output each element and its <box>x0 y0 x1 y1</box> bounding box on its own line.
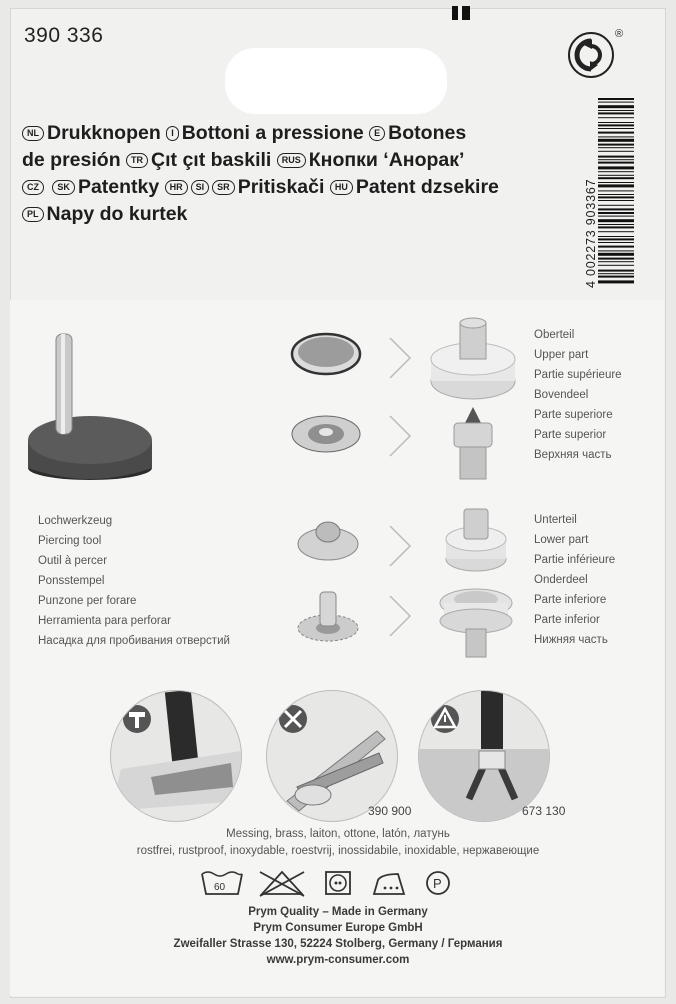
registration-mark <box>452 6 470 20</box>
piercing-tool-illustration <box>28 330 158 490</box>
barcode-bar <box>598 205 634 206</box>
language-code: SK <box>52 180 75 195</box>
lower-part-labels <box>534 510 615 650</box>
language-code: PL <box>22 207 44 222</box>
snap-socket-illustration <box>290 412 364 456</box>
language-code: I <box>166 126 179 141</box>
barcode-bar <box>598 258 634 260</box>
article-number: 390 336 <box>24 24 104 47</box>
title-text: Кнопки ‘Анорак’ <box>308 149 465 171</box>
no-bleach-icon <box>260 872 304 896</box>
barcode-bar <box>598 136 634 137</box>
barcode-bar <box>598 200 634 201</box>
product-title-block <box>22 120 582 228</box>
title-text: Çıt çıt baskili <box>151 149 272 171</box>
tool-label: Outil à percer <box>38 555 108 567</box>
language-code: NL <box>22 126 44 141</box>
barcode-bar <box>598 122 634 123</box>
upper-part-label: Partie supérieure <box>534 369 622 381</box>
barcode-bar <box>598 139 634 142</box>
piercing-tool-labels <box>38 511 230 651</box>
language-code: SR <box>212 180 235 195</box>
snap-stud-illustration <box>296 518 360 562</box>
barcode-bar <box>598 156 634 158</box>
lower-part-label: Unterteil <box>534 514 577 526</box>
tool-label: Ponsstempel <box>38 575 105 587</box>
barcode-bar <box>598 270 634 272</box>
barcode-bar <box>598 224 634 225</box>
lower-part-label: Onderdeel <box>534 574 588 586</box>
arrow-icons <box>386 518 416 648</box>
language-code: TR <box>126 153 148 168</box>
title-text: Botones <box>388 122 467 144</box>
arrow-icons <box>386 330 416 460</box>
barcode-bar <box>598 261 634 262</box>
barcode-bar <box>598 250 634 251</box>
tool-label: Lochwerkzeug <box>38 515 113 527</box>
title-text: de presión <box>22 149 121 171</box>
language-code: RUS <box>277 153 306 168</box>
barcode-bar <box>598 132 634 134</box>
tool-label: Насадка для пробивания отверстий <box>38 635 230 647</box>
barcode-digits: 4 002273 903367 <box>584 178 598 288</box>
materials-line-2: rostfrei, rustproof, inoxydable, roestvrij, inossidabile, inoxidable, нержавеющие <box>136 845 540 857</box>
barcode-bar <box>598 166 634 169</box>
footer-quality: Prym Quality – Made in Germany <box>248 906 428 918</box>
snap-post-illustration <box>296 588 360 644</box>
tool-label: Punzone per forare <box>38 595 137 607</box>
barcode-bar <box>598 182 634 183</box>
lower-part-label: Parte inferior <box>534 614 600 626</box>
materials-line-1: Messing, brass, laiton, ottone, latón, латунь <box>226 828 450 840</box>
title-text: Pritiskači <box>237 176 325 198</box>
tool-label: Piercing tool <box>38 535 102 547</box>
barcode-bar <box>598 238 634 240</box>
lower-part-label: Нижняя часть <box>534 634 608 646</box>
barcode-bar <box>598 194 634 195</box>
tool-label: Herramienta para perforar <box>38 615 171 627</box>
pliers-article-ref: 390 900 <box>368 804 412 818</box>
barcode-bar <box>598 265 634 266</box>
barcode-bar <box>598 171 634 172</box>
barcode-bar <box>598 226 634 228</box>
barcode-bar <box>598 253 634 256</box>
footer-address: Zweifaller Strasse 130, 52224 Stolberg, Germany / Германия <box>173 938 503 950</box>
care-symbols <box>198 868 478 900</box>
barcode-bar <box>598 236 634 237</box>
upper-part-label: Bovendeel <box>534 389 589 401</box>
usage-setting-tool-circle <box>418 690 550 822</box>
barcode-bar <box>598 273 634 274</box>
lower-part-label: Lower part <box>534 534 589 546</box>
upper-part-label: Oberteil <box>534 329 575 341</box>
barcode-bar <box>598 242 634 243</box>
title-text: Patent dzsekire <box>355 176 499 198</box>
barcode-bar <box>598 151 634 152</box>
barcode-bar <box>598 147 634 148</box>
language-code: E <box>369 126 385 141</box>
upper-part-label: Parte superior <box>534 429 607 441</box>
registered-mark: ® <box>615 28 624 40</box>
barcode-bar <box>598 184 634 187</box>
language-code: HR <box>165 180 188 195</box>
green-dot-icon <box>568 32 614 78</box>
barcode-bar <box>598 246 634 248</box>
barcode-bar <box>598 162 634 164</box>
dry-clean-letter: P <box>433 876 442 891</box>
barcode-bar <box>598 105 634 108</box>
lower-part-setting-tool-illustration <box>436 505 516 665</box>
title-text: Napy do kurtek <box>46 203 188 225</box>
footer-website: www.prym-consumer.com <box>266 954 410 966</box>
title-line <box>22 201 582 228</box>
title-line <box>22 174 582 201</box>
barcode-bar <box>598 102 634 103</box>
iron-icon <box>374 874 404 894</box>
barcode-bar <box>598 177 634 179</box>
language-code: HU <box>330 180 353 195</box>
barcode-bar <box>598 190 634 191</box>
barcode-bar <box>598 124 634 126</box>
barcode-bar <box>598 216 634 217</box>
title-text: Bottoni a pressione <box>181 122 364 144</box>
language-code: CZ <box>22 180 44 195</box>
usage-hammer-circle <box>110 690 242 822</box>
barcode-bar <box>598 175 634 176</box>
title-text: Patentky <box>77 176 160 198</box>
lower-part-label: Partie inférieure <box>534 554 616 566</box>
language-code: SI <box>191 180 210 195</box>
title-line <box>22 120 582 147</box>
title-text: Drukknopen <box>47 122 161 144</box>
upper-part-label: Parte superiore <box>534 409 613 421</box>
barcode-bar <box>598 98 634 100</box>
title-line <box>22 147 582 174</box>
barcode-bar <box>598 212 634 214</box>
upper-part-label: Верхняя часть <box>534 449 612 461</box>
wash-temperature: 60 <box>214 882 226 893</box>
hang-hole <box>225 48 447 114</box>
barcode-bar <box>598 196 634 198</box>
barcode-bar <box>598 208 634 210</box>
snap-cap-illustration <box>290 330 364 380</box>
lower-part-label: Parte inferiore <box>534 594 607 606</box>
setting-tool-article-ref: 673 130 <box>522 804 566 818</box>
barcode-bar <box>598 117 634 118</box>
tumble-dry-icon <box>326 872 350 894</box>
barcode-bar <box>598 231 634 232</box>
barcode-bar <box>598 112 634 114</box>
upper-part-setting-tool-illustration <box>428 315 518 490</box>
barcode-bar <box>598 144 634 146</box>
barcode-bar <box>598 219 634 222</box>
barcode-bar <box>598 276 634 278</box>
usage-pliers-circle <box>266 690 398 822</box>
barcode-bar <box>598 159 634 160</box>
upper-part-label: Upper part <box>534 349 589 361</box>
footer-company: Prym Consumer Europe GmbH <box>253 922 423 934</box>
barcode-bar <box>598 110 634 111</box>
barcode-bar <box>598 280 634 283</box>
barcode-bar <box>598 128 634 129</box>
upper-part-labels <box>534 325 622 465</box>
